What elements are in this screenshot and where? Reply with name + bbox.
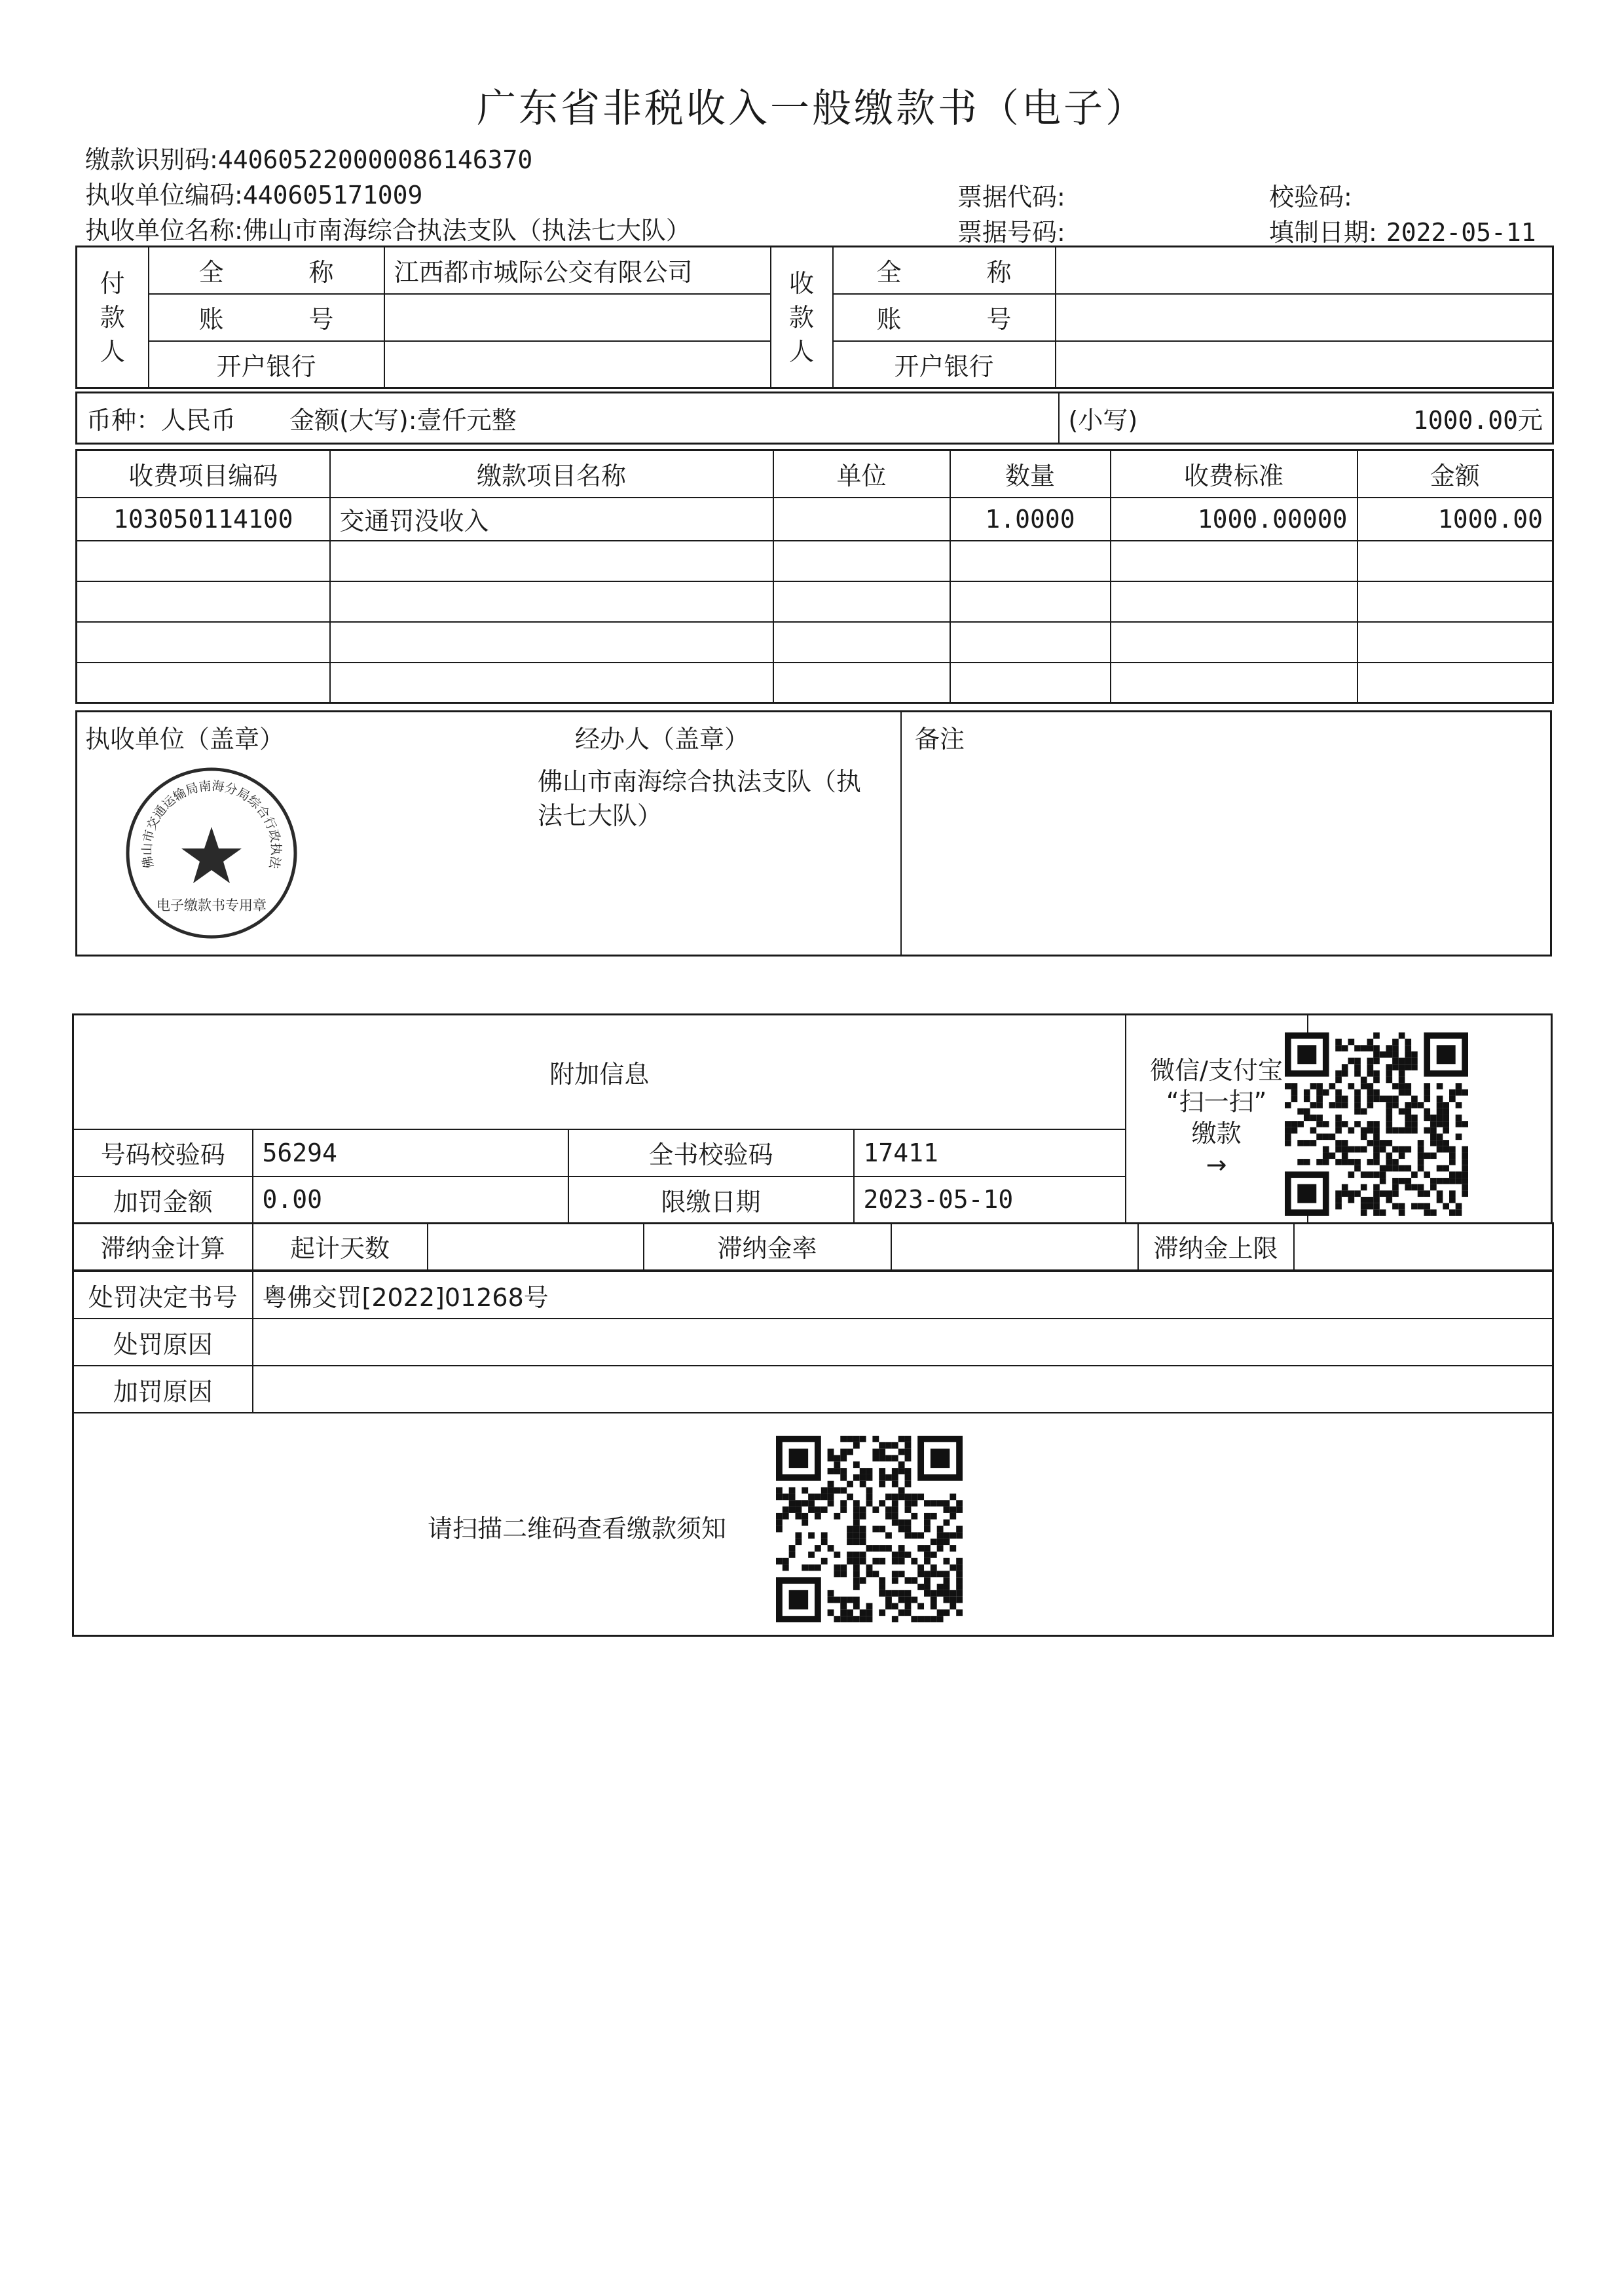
payee-bank-label: 开户银行: [833, 341, 1056, 388]
unit-code-line: [85, 175, 422, 211]
currency-text: 币种：人民币: [86, 406, 236, 435]
late-fee-label: 滞纳金计算: [73, 1223, 253, 1270]
amount-upper-value: 壹仟元整: [416, 406, 517, 435]
late-rate-value: [891, 1223, 1138, 1270]
items-header-code: 收费项目编码: [77, 450, 330, 498]
seal-ring-text: 佛山市交通运输局南海分局综合行政执法: [139, 778, 284, 870]
fill-date-line: [1269, 212, 1536, 248]
unit-code-value: 440605171009: [242, 181, 423, 210]
item-code: [77, 541, 330, 581]
item-amount: [1357, 541, 1553, 581]
surcharge-reason-value: [253, 1366, 1553, 1413]
payer-bank: [384, 341, 771, 388]
ticket-no-label: 票据号码:: [957, 218, 1065, 247]
document-title: 广东省非税收入一般缴款书（电子）: [477, 86, 1147, 132]
penalty-reason-value: [253, 1319, 1553, 1366]
item-code: [77, 581, 330, 622]
surcharge-reason-label: 加罚原因: [73, 1366, 253, 1413]
items-header-unit: 单位: [773, 450, 950, 498]
item-code: [77, 622, 330, 663]
start-days-value: [428, 1223, 644, 1270]
item-qty: 1.0000: [950, 498, 1111, 541]
payment-id-line: [85, 139, 532, 175]
payer-group-label: 付 款 人: [77, 247, 149, 388]
scan-notice-text: 请扫描二维码查看缴款须知: [428, 1514, 727, 1543]
item-name: 交通罚没收入: [330, 498, 773, 541]
payee-name: [1056, 247, 1553, 294]
payer-bank-label: 开户银行: [149, 341, 384, 388]
payer-payee-table: [75, 246, 1554, 389]
item-standard: 1000.00000: [1111, 498, 1357, 541]
star-icon: [181, 827, 242, 883]
items-header-qty: 数量: [950, 450, 1111, 498]
item-name: [330, 581, 773, 622]
item-qty: [950, 581, 1111, 622]
item-standard: [1111, 541, 1357, 581]
decision-no-label: 处罚决定书号: [73, 1271, 253, 1319]
unit-seal-label: 执收单位（盖章）: [85, 725, 285, 754]
unit-name-line: [85, 210, 691, 246]
items-header-name: 缴款项目名称: [330, 450, 773, 498]
surcharge-label: 加罚金额: [73, 1176, 253, 1224]
payment-id-value: 440605220000086146370: [217, 145, 533, 174]
ticket-code-line: [957, 177, 1065, 213]
number-check-value: 56294: [253, 1129, 568, 1176]
handler-label: 经办人（盖章）: [575, 725, 750, 754]
item-code: [77, 663, 330, 703]
start-days-label: 起计天数: [253, 1223, 428, 1270]
pay-qr-code[interactable]: [1285, 1032, 1468, 1216]
payer-name-label: 全 称: [149, 247, 384, 294]
table-row: [77, 498, 1553, 541]
ticket-code-label: 票据代码:: [957, 183, 1065, 211]
item-qty: [950, 541, 1111, 581]
deadline-value: 2023-05-10: [854, 1176, 1126, 1224]
item-qty: [950, 663, 1111, 703]
payee-group-label: 收 款 人: [771, 247, 833, 388]
amount-upper-cell: [77, 393, 1059, 444]
item-name: [330, 622, 773, 663]
item-name: [330, 541, 773, 581]
fill-date-label: 填制日期:: [1269, 218, 1377, 247]
extra-section-title: 附加信息: [549, 1059, 650, 1089]
deadline-label: 限缴日期: [568, 1176, 854, 1224]
item-amount: 1000.00: [1357, 498, 1553, 541]
payee-account: [1056, 294, 1553, 341]
pay-hint-cell: [1126, 1015, 1308, 1224]
pay-hint-line1: 微信/支付宝: [1150, 1056, 1283, 1085]
unit-code-label: 执收单位编码:: [85, 181, 243, 210]
fill-date-value: 2022-05-11: [1386, 218, 1536, 247]
pay-hint-line2: “扫一扫”: [1166, 1087, 1267, 1116]
item-unit: [773, 663, 950, 703]
handler-name-line2: 法七大队）: [538, 801, 663, 830]
item-qty: [950, 622, 1111, 663]
remarks-box: [900, 710, 1552, 957]
late-fee-table: [72, 1222, 1554, 1271]
items-header-standard: 收费标准: [1111, 450, 1357, 498]
item-standard: [1111, 581, 1357, 622]
payer-account-label: 账 号: [149, 294, 384, 341]
payee-bank: [1056, 341, 1553, 388]
unit-name-value: 佛山市南海综合执法支队（执法七大队）: [242, 216, 691, 245]
handler-name: [538, 765, 861, 833]
item-amount: [1357, 622, 1553, 663]
pay-hint-line3: 缴款: [1191, 1119, 1242, 1148]
item-name: [330, 663, 773, 703]
items-header-amount: 金额: [1357, 450, 1553, 498]
book-check-label: 全书校验码: [568, 1129, 854, 1176]
amount-lower-cell: [1059, 393, 1553, 444]
item-unit: [773, 622, 950, 663]
surcharge-value: 0.00: [253, 1176, 568, 1224]
amount-upper-label: 金额(大写):: [289, 406, 417, 435]
late-cap-label: 滞纳金上限: [1138, 1223, 1294, 1270]
remarks-label: 备注: [915, 725, 965, 754]
late-rate-label: 滞纳金率: [644, 1223, 891, 1270]
late-cap-value: [1294, 1223, 1553, 1270]
handler-name-line1: 佛山市南海综合执法支队（执: [538, 767, 862, 796]
item-code: 103050114100: [77, 498, 330, 541]
payee-account-label: 账 号: [833, 294, 1056, 341]
item-unit: [773, 541, 950, 581]
table-row: [77, 541, 1553, 581]
item-amount: [1357, 581, 1553, 622]
table-row: [77, 581, 1553, 622]
check-code-label: 校验码:: [1269, 183, 1352, 211]
table-row: [77, 663, 1553, 703]
payment-id-label: 缴款识别码:: [85, 145, 218, 174]
official-seal: [123, 765, 300, 941]
payer-account: [384, 294, 771, 341]
item-unit: [773, 498, 950, 541]
ticket-no-line: [957, 212, 1065, 248]
seal-bottom-text: 电子缴款书专用章: [157, 898, 267, 913]
book-check-value: 17411: [854, 1129, 1126, 1176]
arrow-right-icon: →: [1206, 1150, 1227, 1179]
decision-no-value: 粤佛交罚[2022]01268号: [253, 1271, 1553, 1319]
amount-lower-label: (小写): [1068, 406, 1138, 435]
unit-name-label: 执收单位名称:: [85, 216, 243, 245]
items-header-row: [77, 450, 1553, 498]
extra-title-cell: [73, 1015, 1126, 1129]
amount-table: [75, 392, 1554, 445]
number-check-label: 号码校验码: [73, 1129, 253, 1176]
amount-lower-value: 1000.00元: [1412, 406, 1543, 435]
item-standard: [1111, 622, 1357, 663]
items-table: [75, 449, 1554, 704]
item-unit: [773, 581, 950, 622]
stamp-section: [75, 710, 902, 957]
table-row: [77, 622, 1553, 663]
penalty-reason-label: 处罚原因: [73, 1319, 253, 1366]
payer-name: 江西都市城际公交有限公司: [384, 247, 771, 294]
item-standard: [1111, 663, 1357, 703]
item-amount: [1357, 663, 1553, 703]
notice-qr-code[interactable]: [776, 1436, 963, 1622]
check-code-line: [1269, 177, 1352, 213]
payee-name-label: 全 称: [833, 247, 1056, 294]
